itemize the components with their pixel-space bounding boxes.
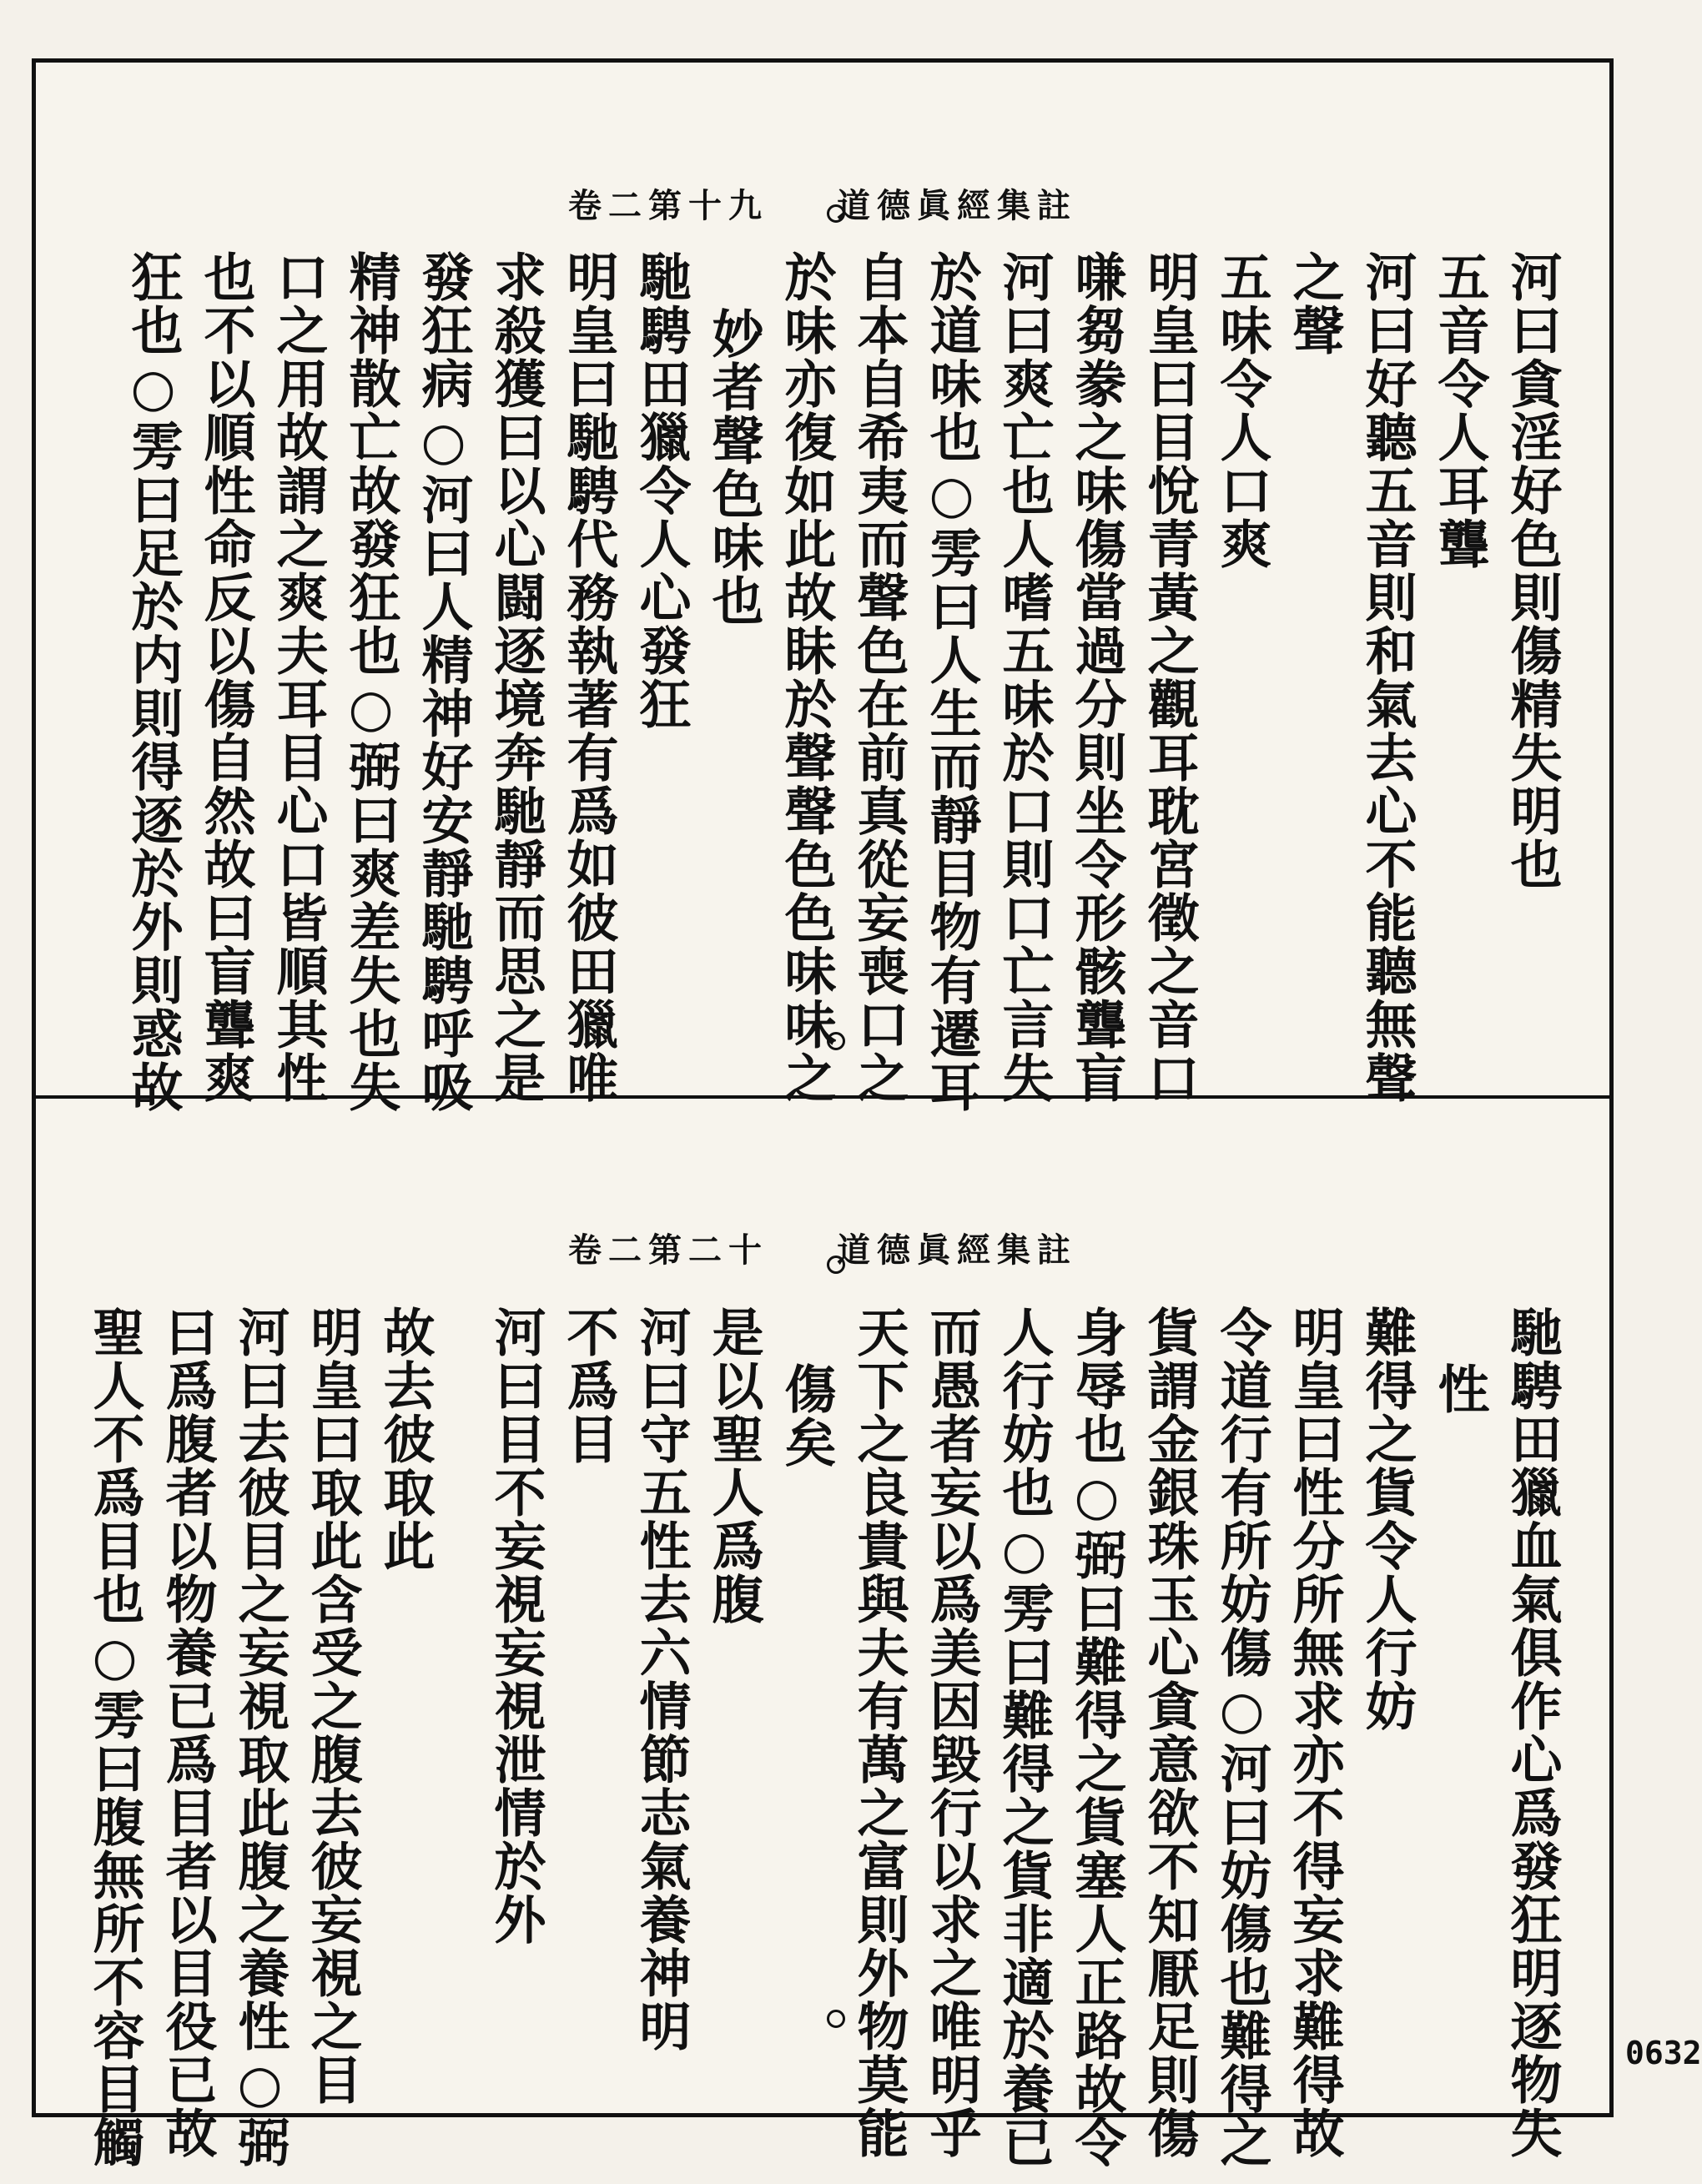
circle-mark xyxy=(827,1256,845,1274)
text-column: 口之用故謂之爽夫耳目心口皆順其性 xyxy=(268,250,329,1105)
bottom-panel xyxy=(36,1099,1609,2169)
text-column: 而愚者妄以爲美因毀行以求之唯明乎 xyxy=(921,1306,982,2160)
text-column: 妙者聲色味也 xyxy=(703,307,764,627)
volume-page-label: 卷二第十九 xyxy=(568,186,769,225)
text-column: 性 xyxy=(1429,1362,1490,1416)
text-column: 河曰爽亡也人嗜五味於口則口亡言失 xyxy=(994,250,1055,1105)
circle-mark xyxy=(827,204,845,223)
text-column: 明皇曰取此含受之腹去彼妄視之目 xyxy=(302,1306,363,2106)
text-column xyxy=(441,1306,479,2083)
text-column: 故去彼取此 xyxy=(375,1306,436,1573)
page-frame xyxy=(32,58,1614,2169)
text-column: 狂也○雱曰足於内則得逐於外則惑故 xyxy=(123,250,184,1114)
text-column: 曰爲腹者以物養已爲目者以目役已故 xyxy=(157,1306,218,2160)
text-column: 明皇曰目悅青黃之觀耳耽宮徵之音口 xyxy=(1139,250,1200,1105)
text-column: 自本自希夷而聲色在前真從妄喪口之 xyxy=(848,250,909,1105)
running-head-top xyxy=(36,179,1609,229)
text-column: 河曰貪淫好色則傷精失明也 xyxy=(1502,250,1563,891)
text-column: 是以聖人爲腹 xyxy=(703,1306,764,1626)
text-column: 馳騁田獵血氣俱作心爲發狂明逐物失 xyxy=(1502,1306,1563,2160)
text-column: 也不以順性命反以傷自然故曰盲聾爽 xyxy=(195,250,256,1105)
text-columns-top xyxy=(78,250,1568,1114)
text-column: 明皇曰馳騁代務執著有爲如彼田獵唯 xyxy=(558,250,619,1105)
text-column: 河曰去彼目之妄視取此腹之養性○弼 xyxy=(229,1306,290,2169)
text-column: 天下之良貴與夫有萬之富則外物莫能 xyxy=(848,1306,909,2160)
text-column: 發狂病○河曰人精神好安靜馳騁呼吸 xyxy=(413,250,474,1114)
text-column: 馳騁田獵令人心發狂 xyxy=(631,250,692,731)
text-column: 精神散亡故發狂也○弼曰爽差失也失 xyxy=(340,250,401,1114)
text-column: 五味令人口爽 xyxy=(1211,250,1272,571)
text-column: 貨謂金銀珠玉心貪意欲不知厭足則傷 xyxy=(1139,1306,1200,2160)
text-column: 河曰目不妄視妄視泄情於外 xyxy=(486,1306,546,1946)
text-column: 河曰好聽五音則和氣去心不能聽無聲 xyxy=(1357,250,1417,1105)
page-number: 0632 xyxy=(1625,2035,1702,2071)
text-column: 於道味也○雱曰人生而靜目物有遷耳 xyxy=(921,250,982,1114)
text-column: 河曰守五性去六情節志氣養神明 xyxy=(631,1306,692,2053)
text-column: 傷矣 xyxy=(776,1362,837,1469)
text-column: 難得之貨令人行妨 xyxy=(1357,1306,1417,1733)
text-column: 身辱也○弼曰難得之貨塞人正路故令 xyxy=(1066,1306,1127,2169)
top-panel xyxy=(36,63,1609,1114)
text-column: 求殺獲曰以心闘逐境奔馳靜而思之是 xyxy=(486,250,546,1105)
text-column: 五音令人耳聾 xyxy=(1429,250,1490,571)
text-columns-bottom xyxy=(78,1306,1568,2169)
text-column: 不爲目 xyxy=(558,1306,619,1466)
text-column: 明皇曰性分所無求亦不得妄求難得故 xyxy=(1284,1306,1345,2160)
running-head-bottom xyxy=(36,1224,1609,1274)
text-column: 嗛芻豢之味傷當過分則坐令形骸聾盲 xyxy=(1066,250,1127,1105)
text-column: 之聲 xyxy=(1284,250,1345,357)
book-title: 道德眞經集註 xyxy=(836,1230,1077,1270)
text-column: 令道行有所妨傷○河曰妨傷也難得之 xyxy=(1211,1306,1272,2169)
book-title: 道德眞經集註 xyxy=(836,186,1077,225)
text-column: 聖人不爲目也○雱曰腹無所不容目觸 xyxy=(84,1306,145,2169)
text-column: 於味亦復如此故眛於聲聲色色味味之 xyxy=(776,250,837,1105)
text-column: 人行妨也○雱曰難得之貨非適於養已 xyxy=(994,1306,1055,2169)
volume-page-label: 卷二第二十 xyxy=(568,1230,769,1270)
